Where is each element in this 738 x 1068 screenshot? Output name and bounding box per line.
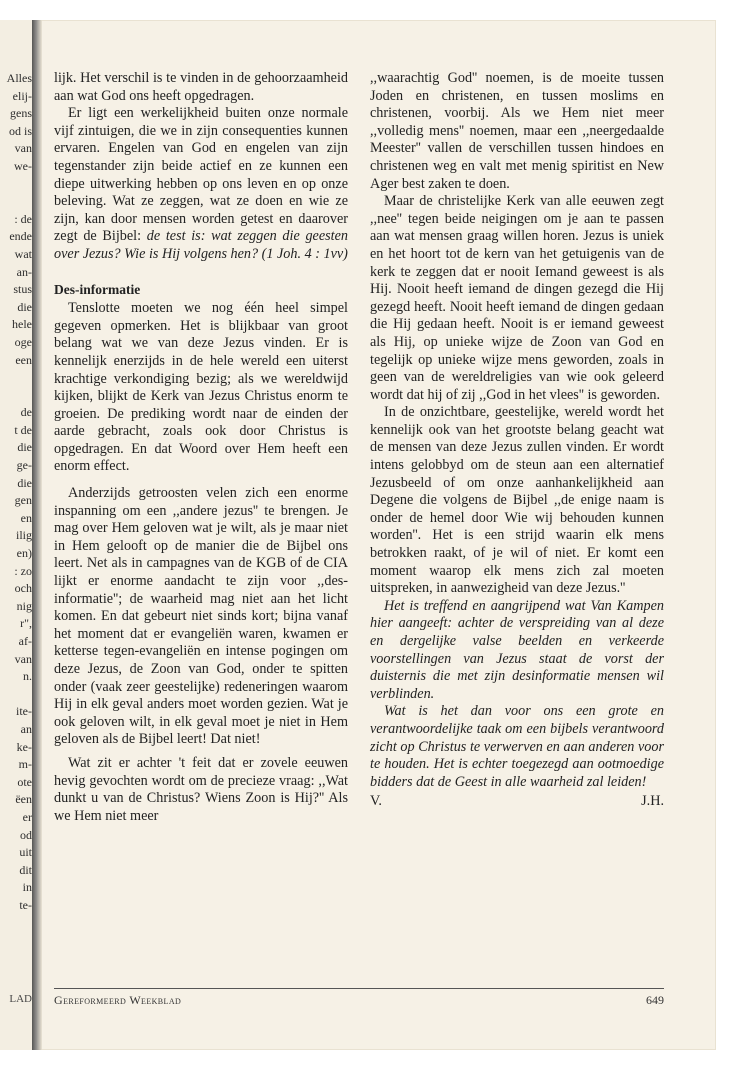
paragraph-italic: Wat is het dan voor ons een grote en verantwoordelijke taak om een bijbels verantwoord zicht op Christus te verwerven en aan anderen voor te houden. Het is echter toegezegd aan ootmoedige bidders dat de Geest in alle waarheid zal leiden!: [370, 703, 664, 790]
previous-page-line: die: [17, 299, 32, 314]
previous-page-line: van: [14, 651, 32, 666]
previous-page-line: gen: [14, 493, 32, 508]
previous-page-line: od is: [8, 123, 32, 138]
previous-page-line: af-: [18, 634, 32, 648]
paragraph: In de onzichtbare, geestelijke, wereld wordt het kennelijk ook van het grootste belang geacht wat de mensen van deze Jezus zullen vinden. Er wordt intens gelobbyd om de steun aan een alternatief Jezusbeeld of om onze aanhankelijkheid aan Degene die volgens de Bijbel ,,de enige naam is onder de hemel door Wie wij behouden kunnen worden''. Het is een strijd waarin elk mens betrokken raakt, of je wil of niet. Er komt een moment waarop elk mens zich zal moeten uitspreken, in aanwezigheid van deze Jezus.'': [370, 404, 664, 597]
previous-page-line: er: [22, 809, 32, 824]
previous-page-line: ëen: [15, 792, 32, 807]
previous-page-line: ge-: [16, 458, 32, 473]
previous-page-line: t de: [14, 422, 32, 437]
signature-right: J.H.: [641, 793, 664, 810]
previous-page-line: : de: [14, 211, 32, 226]
previous-page-line: ote: [17, 774, 32, 789]
signature-left: V.: [370, 793, 382, 810]
signature-line: [370, 793, 664, 811]
previous-page-line: oge: [14, 334, 32, 349]
previous-page-line: wat: [14, 246, 32, 261]
paragraph: Maar de christelijke Kerk van alle eeuwen zegt ,,nee'' tegen beide neigingen om je aan te passen aan wat mensen graag willen horen. Jezus is uniek en het hoort tot de kern van het getuigenis van de kerk te zeggen dat er nooit Iemand geweest is als Hij. Nooit heeft iemand de dingen gezegd die Hij gezegd heeft. Nooit heeft iemand de dingen gedaan die Hij gedaan heeft. Nooit is er iemand geweest als Hij, op unieke wijze de Zoon van God en tegelijk op unieke wijze mens geworden, zoals in geen van de wereldreligies van wie ook geleerd wordt dat hij of zij ,,God in het vlees'' is geworden.: [370, 193, 664, 403]
previous-page-line: ke-: [16, 739, 32, 754]
previous-page-line: we-: [14, 158, 32, 173]
previous-page-line: die: [17, 475, 32, 490]
previous-page-line: in: [22, 880, 32, 895]
previous-page-line: die: [17, 440, 32, 455]
previous-page-line: : zo: [14, 563, 32, 578]
previous-page-line: uit: [19, 845, 32, 860]
previous-page-line: en): [16, 546, 32, 561]
paragraph: Anderzijds getroosten velen zich een enorme inspanning om een ,,andere jezus'' te brengen. Je mag over Hem geloven wat je wilt, als je maar niet in Hem gelooft op de manier die de Bijbel ons leert. Net als in campagnes van de KGB of de CIA lijkt er enorme aandacht te zijn voor ,,des-informatie''; de waarheid mag niet aan het licht komen. En dat gebeurt niet sinds kort; bijna vanaf het moment dat er evangeliën waren, kwamen er ketterse tegen-evangeliën en intense pogingen om deze Jezus, de Zoon van God, onder te spitten onder (vaak zeer geestelijke) redeneringen waarom Hij in elk geval anders moet worden gezien. Wat je ook geloven wilt, in elk geval moet je niet in Hem geloven als de Bijbel leert! Dat niet!: [54, 485, 348, 748]
previous-page-line: n.: [23, 669, 32, 684]
publication-name: Gereformeerd Weekblad: [54, 993, 182, 1007]
previous-page-line: m-: [18, 757, 32, 772]
previous-page-line: van: [14, 141, 32, 156]
column-right: [370, 70, 664, 811]
previous-page-line: en: [20, 510, 32, 525]
binding-shadow: [32, 20, 42, 1050]
paragraph-italic: de test is: wat zeggen die geesten over Jezus? Wie is Hij volgens hen? (1 Joh. 4 : 1vv): [54, 228, 348, 262]
previous-page-line: an: [20, 721, 32, 736]
paragraph: ,,waarachtig God'' noemen, is de moeite tussen Joden en christenen, en tussen moslims en christenen, voorbij. Als we Hem niet meer ,,volledig mens'' noemen, maar een ,,neergedaalde Meester'' vallen de verschillen tussen hindoes en christenen weg en valt met menig spiritist en New Ager best zaken te doen.: [370, 70, 664, 192]
previous-page-line: te-: [19, 897, 32, 912]
previous-page-line: ite-: [16, 704, 32, 719]
previous-page-line: een: [15, 352, 32, 367]
previous-page-line: hele: [12, 317, 32, 332]
previous-page-line: dit: [19, 862, 32, 877]
section-heading: Des-informatie: [54, 281, 141, 297]
previous-page-line: Alles: [6, 71, 32, 85]
paragraph: lijk. Het verschil is te vinden in de gehoorzaamheid aan wat God ons heeft opgedragen.: [54, 70, 348, 104]
column-left: [54, 70, 348, 825]
previous-page-line: [0, 176, 32, 194]
previous-page-line: [0, 193, 32, 211]
previous-page-line: stus: [13, 282, 32, 297]
previous-page-line: och: [14, 581, 32, 596]
previous-page-line: elij-: [12, 88, 32, 103]
footer-rule: [54, 988, 664, 989]
paragraph-italic: Het is treffend en aangrijpend wat Van Kampen hier aangeeft: achter de verspreiding van al deze en dergelijke valse beelden en verkeerde voorstellingen van Jezus staat de vorst der duisternis die met zijn desinformatie mensen wil verblinden.: [370, 597, 664, 702]
previous-page-line: [0, 686, 32, 704]
paragraph: [54, 105, 348, 263]
footer-left-fragment: LAD: [9, 993, 32, 1005]
previous-page-line: [0, 369, 32, 387]
previous-page-line: de: [20, 405, 32, 420]
previous-page-line: r",: [20, 616, 32, 631]
previous-page-line: od: [20, 827, 32, 842]
previous-page-line: gens: [10, 106, 32, 121]
paragraph: Wat zit er achter 't feit dat er zovele eeuwen hevig gevochten wordt om de precieze vraag: ,,Wat dunkt u van de Christus? Wiens Zoon is Hij?'' Als we Hem niet meer: [54, 754, 348, 824]
paragraph: Tenslotte moeten we nog één heel simpel gegeven opmerken. Het is blijkbaar van groot belang wat we van deze Jezus vinden. Er is kennelijk enerzijds in de hele wereld een uiterst krachtige verkondiging bezig; als we wereldwijd kijken, blijkt de Kerk van Jezus Christus enorm te groeien. De prediking wordt naar de einden der aarde gebracht, zoals ook door Christus is opgedragen. En dat Woord over Hem heeft een enorm effect.: [54, 300, 348, 475]
previous-page-line: [0, 387, 32, 405]
previous-page-line: an-: [16, 264, 32, 279]
paragraph-text: Er ligt een werkelijkheid buiten onze normale vijf zintuigen, die we in zijn consequenties kunnen ervaren. Engelen van God en engelen van zijn tegenstander zijn beide actief en ze kunnen een diepe uitwerking hebben op ons leven en op onze beleving. Wat ze zeggen, wat ze doen en wie ze zijn, kan door mensen worden getest en daarover zegt de Bijbel:: [54, 105, 348, 245]
previous-page-text-fragments: [0, 70, 32, 915]
previous-page-line: nig: [16, 598, 32, 613]
previous-page-line: ende: [9, 229, 32, 244]
previous-page-line: ilig: [15, 528, 32, 543]
page-number: 649: [646, 993, 664, 1007]
